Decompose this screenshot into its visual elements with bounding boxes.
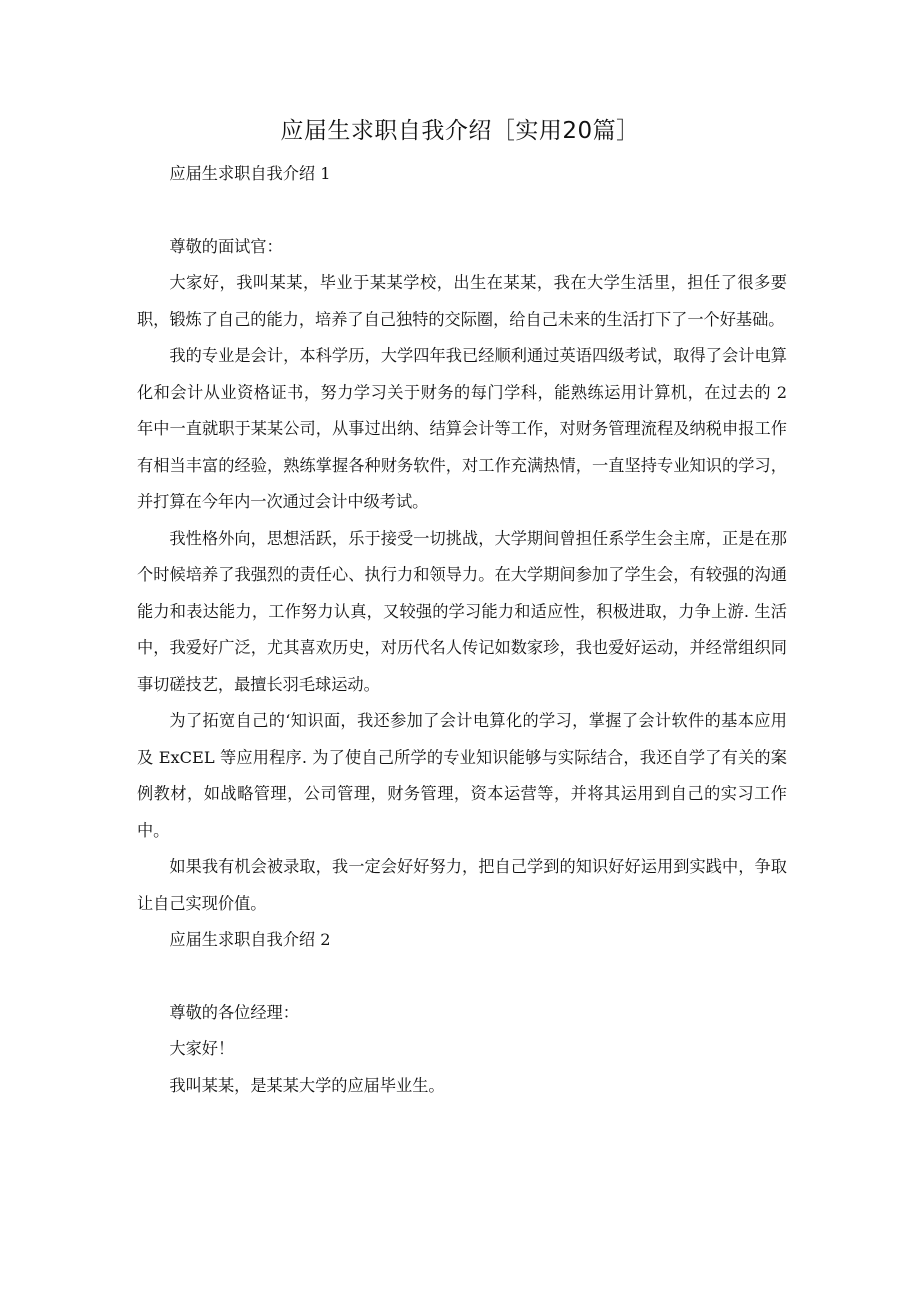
- document-body: [137, 156, 787, 1104]
- section-1-heading: 应届生求职自我介绍 1: [169, 164, 331, 183]
- blank-line: [137, 959, 787, 995]
- section-2-heading: 应届生求职自我介绍 2: [169, 930, 331, 949]
- section-2-salutation: 尊敬的各位经理：: [169, 1002, 299, 1022]
- section-1-paragraph: 大家好，我叫某某，毕业于某某学校，出生在某某，我在大学生活里，担任了很多要职，锻炼了自己的能力，培养了自己独特的交际圈，给自己未来的生活打下了一个好基础。: [137, 273, 787, 329]
- section-2-intro: 我叫某某，是某某大学的应届毕业生。: [169, 1075, 445, 1095]
- blank-line: [137, 193, 787, 229]
- section-1-paragraph: 我性格外向，思想活跃，乐于接受一切挑战，大学期间曾担任系学生会主席，正是在那个时候培养了我强烈的责任心、执行力和领导力。在大学期间参加了学生会，有较强的沟通能力和表达能力，工作努力认真，又较强的学习能力和适应性，积极进取，力争上游. 生活中，我爱好广泛，尤其喜欢历史，对历代名人传记如数家珍，我也爱好运动，并经常组织同事切磋技艺，最擅长羽毛球运动。: [137, 528, 787, 694]
- document-title: 应届生求职自我介绍［实用20篇］: [280, 118, 640, 144]
- section-1-paragraph: 如果我有机会被录取，我一定会好好努力，把自己学到的知识好好运用到实践中，争取让自己实现价值。: [137, 857, 787, 913]
- section-1-paragraph: 我的专业是会计，本科学历，大学四年我已经顺利通过英语四级考试，取得了会计电算化和会计从业资格证书，努力学习关于财务的每门学科，能熟练运用计算机，在过去的 2 年中一直就职于某某公司，从事过出纳、结算会计等工作，对财务管理流程及纳税申报工作有相当丰富的经验，熟练掌握各种财务软件，对工作充满热情，一直坚持专业知识的学习，并打算在今年内一次通过会计中级考试。: [137, 346, 787, 511]
- section-1-paragraph: 为了拓宽自己的‘知识面，我还参加了会计电算化的学习，掌握了会计软件的基本应用及 ExCEL 等应用程序. 为了使自己所学的专业知识能够与实际结合，我还自学了有关的案例教材，如战略管理，公司管理，财务管理，资本运营等，并将其运用到自己的实习工作中。: [137, 711, 787, 840]
- section-2-greeting: 大家好！: [169, 1039, 235, 1058]
- section-1-salutation: 尊敬的面试官：: [169, 236, 283, 256]
